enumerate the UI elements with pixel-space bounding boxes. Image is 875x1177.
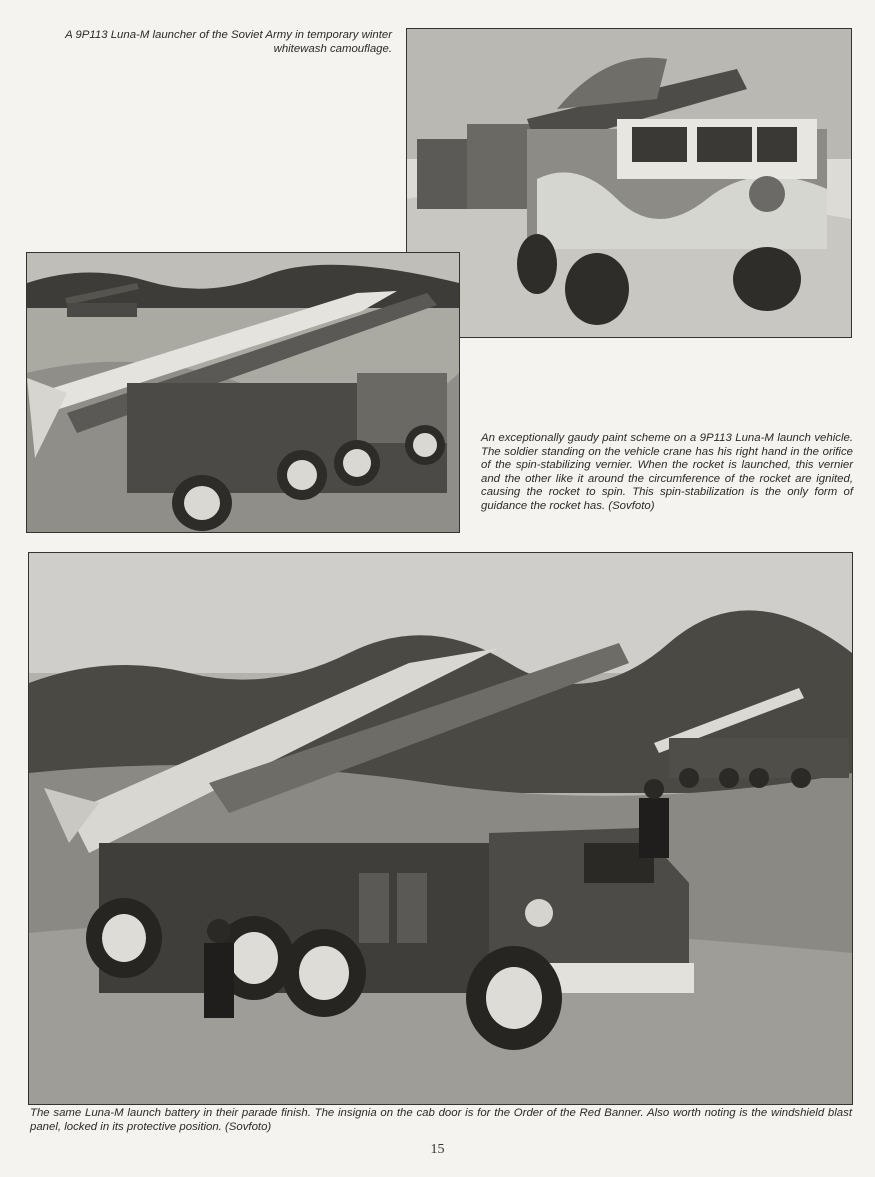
photo-gaudy-scheme-launcher: [26, 252, 460, 533]
photo-winter-camouflage-launcher: [406, 28, 852, 338]
caption-gaudy-scheme: An exceptionally gaudy paint scheme on a 9P113 Luna-M launch vehicle. The soldier standing on the vehicle crane has his right hand in the orifice of the spin-stabilizing vernier. When the rocket is launched, this vernier and the other like it around the circumference of the rocket are ignited, causing the rocket to spin. This spin-stabilization is the only form of guidance the rocket has. (Sovfoto): [481, 432, 853, 512]
caption-winter-camouflage: A 9P113 Luna-M launcher of the Soviet Army in temporary winter whitewash camouflage.: [65, 29, 392, 55]
caption-parade-finish: The same Luna-M launch battery in their parade finish. The insignia on the cab door is for the Order of the Red Banner. Also worth noting is the windshield blast panel, locked in its protective position. (Sovfoto): [30, 1107, 852, 1133]
photo-parade-finish-battery: [28, 552, 853, 1105]
page-number: 15: [430, 1142, 445, 1157]
